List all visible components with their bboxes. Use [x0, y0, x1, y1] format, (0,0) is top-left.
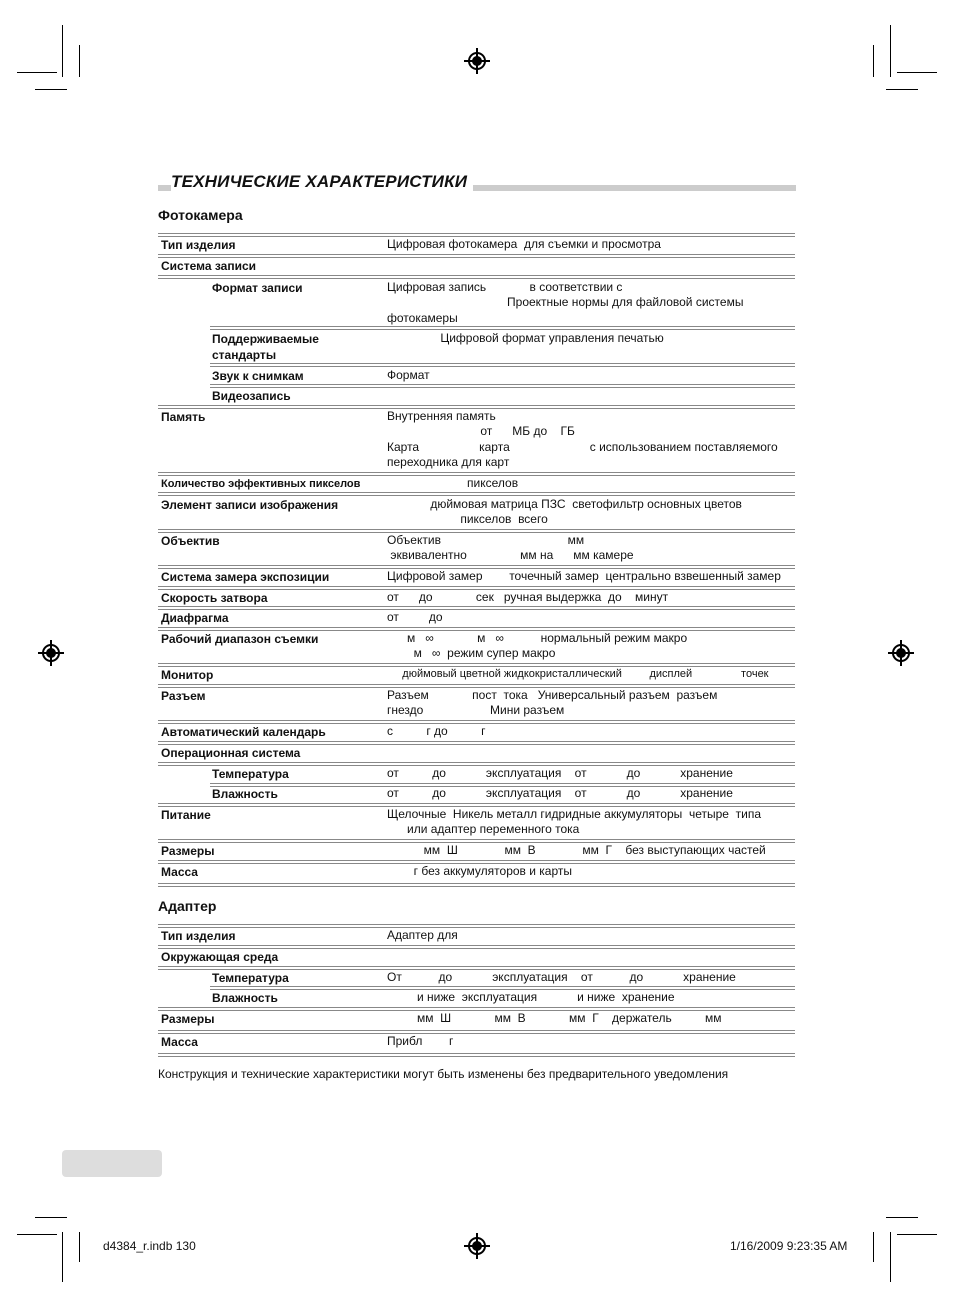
spec-label: Автоматический календарь [161, 725, 326, 739]
crop-mark [17, 1234, 57, 1235]
table-rule [158, 945, 795, 946]
spec-value: Цифровая фотокамера для съемки и просмотра [387, 236, 661, 251]
table-rule [158, 627, 795, 628]
table-rule [158, 883, 795, 884]
spec-label: Количество эффективных пикселов [161, 478, 361, 490]
spec-label: Память [161, 410, 206, 424]
spec-value: Цифровой формат управления печатью [387, 330, 664, 345]
spec-label: Влажность [212, 787, 278, 801]
spec-value: мм Ш мм В мм Г без выступающих частей [387, 842, 766, 857]
footer-timestamp: 1/16/2009 9:23:35 AM [730, 1239, 848, 1253]
spec-label: Монитор [161, 668, 214, 682]
spec-value: От до эксплуатация от до хранение [387, 969, 736, 984]
table-rule [210, 366, 795, 367]
spec-label: Температура [212, 767, 289, 781]
spec-value: от до эксплуатация от до хранение [387, 785, 733, 800]
table-rule [158, 741, 795, 742]
footer-file-info: d4384_r.indb 130 [103, 1239, 196, 1253]
table-rule [158, 1033, 795, 1034]
registration-mark-icon [468, 1237, 486, 1255]
crop-mark [890, 1232, 891, 1282]
spec-label: Масса [161, 1035, 198, 1049]
spec-value: г без аккумуляторов и карты [387, 863, 573, 878]
crop-mark [35, 89, 67, 90]
spec-value: дюймовый цветной жидкокристаллический дисплей точек [387, 667, 769, 680]
table-rule [158, 606, 795, 607]
spec-label: Рабочий диапазон съемки [161, 632, 319, 646]
table-rule [158, 609, 795, 610]
spec-label: Питание [161, 808, 211, 822]
spec-label: Звук к снимкам [212, 369, 304, 383]
table-rule [158, 762, 795, 763]
crop-mark [873, 45, 874, 77]
spec-value: от до сек ручная выдержка до минут [387, 589, 669, 604]
crop-mark [886, 89, 918, 90]
spec-label: Скорость затвора [161, 591, 268, 605]
crop-mark [35, 1217, 67, 1218]
table-rule [158, 492, 795, 493]
crop-mark [897, 1234, 937, 1235]
table-rule [158, 860, 795, 861]
table-rule [158, 233, 795, 234]
crop-mark [17, 72, 57, 73]
spec-label: Тип изделия [161, 929, 236, 943]
table-rule [158, 803, 795, 804]
registration-mark-icon [468, 52, 486, 70]
spec-value: мм Ш мм В мм Г держатель мм [387, 1010, 722, 1025]
spec-label: Масса [161, 865, 198, 879]
disclaimer-note: Конструкция и технические характеристики могут быть изменены без предварительного уведомления [158, 1067, 729, 1081]
spec-label: Диафрагма [161, 611, 229, 625]
crop-mark [897, 72, 937, 73]
page-title: ТЕХНИЧЕСКИЕ ХАРАКТЕРИСТИКИ [171, 172, 473, 192]
spec-label: Объектив [161, 534, 220, 548]
spec-label: Операционная система [161, 746, 301, 760]
spec-label: Элемент записи изображения [161, 498, 339, 512]
table-rule [158, 472, 795, 473]
table-rule [158, 529, 795, 530]
spec-label: Размеры [161, 844, 215, 858]
spec-value: от до [387, 609, 443, 624]
table-rule [158, 966, 795, 967]
crop-mark [79, 1232, 80, 1262]
table-rule [158, 1053, 795, 1054]
spec-label: Тип изделия [161, 238, 236, 252]
table-rule [158, 1056, 795, 1057]
spec-value: Цифровой замер точечный замер центрально взвешенный замер [387, 568, 781, 583]
table-rule [158, 684, 795, 685]
spec-value: Объектив мм эквивалентно мм на мм камере [387, 532, 634, 562]
spec-value: пикселов [387, 475, 519, 490]
spec-value: Адаптер для [387, 927, 458, 942]
table-rule [158, 663, 795, 664]
table-rule [158, 924, 795, 925]
table-rule [210, 363, 795, 364]
crop-mark [873, 1232, 874, 1262]
page-number-tab [62, 1150, 162, 1177]
spec-label: Окружающая среда [161, 950, 279, 964]
table-rule [210, 986, 795, 987]
registration-mark-icon [42, 644, 60, 662]
table-rule [210, 384, 795, 385]
spec-value: Разъем пост тока Универсальный разъем разъем гнездо Мини разъем [387, 687, 718, 717]
spec-value: Прибл г [387, 1033, 454, 1048]
table-rule [158, 839, 795, 840]
spec-label: Влажность [212, 991, 278, 1005]
table-rule [210, 387, 795, 388]
spec-label: Температура [212, 971, 289, 985]
table-rule [210, 326, 795, 327]
spec-label: Система замера экспозиции [161, 570, 330, 584]
crop-mark [890, 25, 891, 77]
spec-value: от до эксплуатация от до хранение [387, 765, 733, 780]
spec-label: Видеозапись [212, 389, 291, 403]
table-rule [158, 1030, 795, 1031]
table-rule [158, 565, 795, 566]
spec-value: дюймовая матрица ПЗС светофильтр основных цветов пикселов всего [430, 496, 742, 526]
spec-value: Внутренняя память от МБ до ГБ Карта карта с использованием поставляемого переходника для карт [387, 408, 778, 469]
spec-value: с г до г [387, 723, 486, 738]
spec-value: Формат [387, 367, 430, 382]
crop-mark [62, 1232, 63, 1282]
spec-value: Цифровая запись в соответствии с Проектные нормы для файловой системы фотокамеры [387, 279, 744, 325]
table-rule [158, 254, 795, 255]
spec-value: и ниже эксплуатация и ниже хранение [387, 989, 675, 1004]
crop-mark [886, 1217, 918, 1218]
crop-mark [62, 25, 63, 77]
table-rule [158, 275, 795, 276]
table-rule [158, 586, 795, 587]
spec-label: Разъем [161, 689, 206, 703]
spec-label: Система записи [161, 259, 256, 273]
table-rule [158, 927, 795, 928]
table-rule [158, 405, 795, 406]
spec-value: м ∞ м ∞ нормальный режим макро м ∞ режим супер макро [407, 630, 688, 660]
spec-value: Щелочные Никель металл гидридные аккумуляторы четыре типа или адаптер переменного тока [387, 806, 761, 836]
table-rule [210, 783, 795, 784]
table-rule [158, 1007, 795, 1008]
spec-label: Размеры [161, 1012, 215, 1026]
crop-mark [79, 45, 80, 77]
table-rule [158, 886, 795, 887]
section-heading-camera: Фотокамера [158, 207, 243, 223]
section-heading-adapter: Адаптер [158, 898, 217, 914]
table-rule [158, 720, 795, 721]
registration-mark-icon [892, 644, 910, 662]
spec-label: Формат записи [212, 281, 303, 295]
spec-label: Поддерживаемые стандарты [212, 332, 319, 362]
